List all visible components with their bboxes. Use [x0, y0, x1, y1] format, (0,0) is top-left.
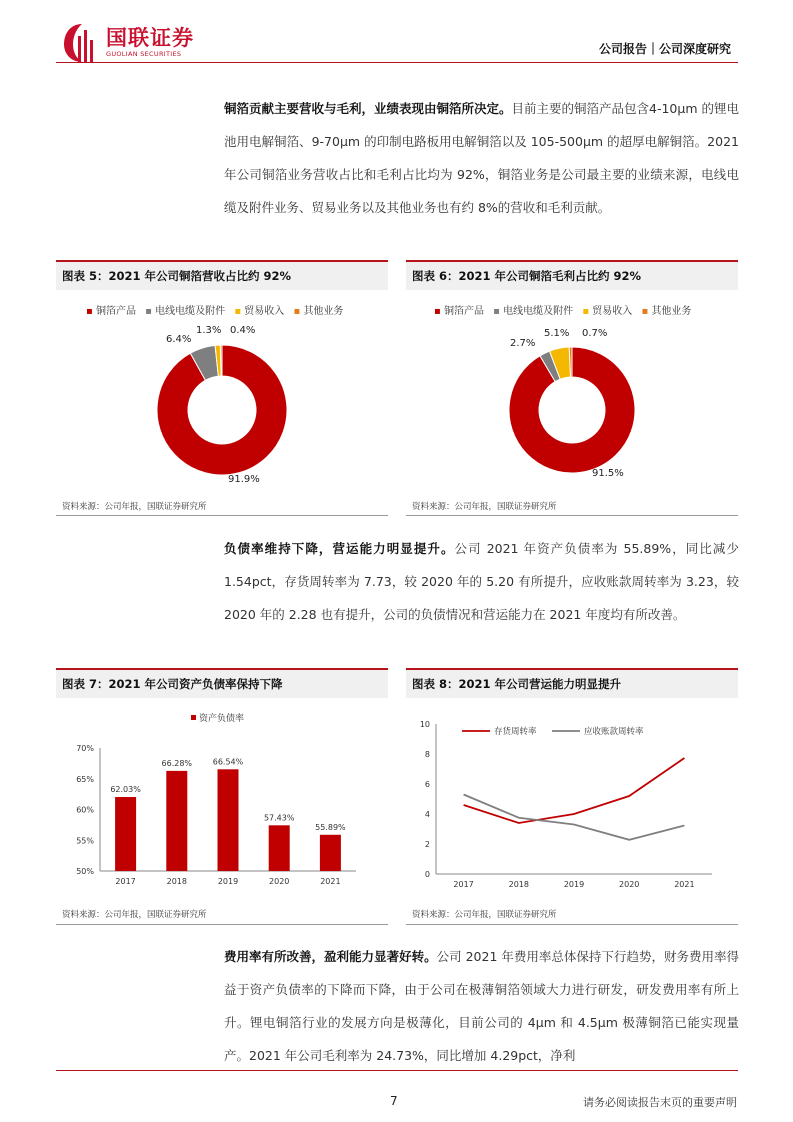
figure-8-bottom-rule	[406, 924, 738, 925]
figure-8-line-chart	[406, 700, 738, 900]
bar-value-label: 66.54%	[212, 757, 244, 767]
legend-item: 铜箔产品	[443, 306, 484, 317]
legend-item: 贸易收入	[244, 306, 285, 317]
y-tick-label: 65%	[76, 774, 94, 784]
figure-5-title: 图表 5：2021 年公司铜箔营收占比约 92%	[56, 260, 388, 290]
bar	[269, 825, 290, 871]
bar-value-label: 57.43%	[263, 813, 295, 823]
bar	[115, 797, 136, 871]
company-logo	[62, 22, 212, 66]
figure-5-bottom-rule	[56, 515, 388, 516]
figure-7-chart	[56, 700, 388, 900]
x-tick-label: 2021	[674, 880, 695, 889]
data-label: 0.4%	[230, 325, 256, 336]
bar	[218, 769, 239, 871]
legend-swatch	[191, 715, 196, 720]
logo-mark-icon	[62, 22, 102, 64]
legend-item: 铜箔产品	[95, 306, 136, 317]
paragraph-body: 公司 2021 年资产负债率为 55.89%，同比减少 1.54pct，存货周转率为 7.73，较 2020 年的 5.20 有所提升，应收账款周转率为 3.23，较 2020 年的 2.28 也有提升，公司的负债情况和营运能力在 2021 年度均有所改善。	[224, 541, 739, 622]
figure-6-legend: ▪ 铜箔产品 ▪ 电线电缆及附件 ▪ 贸易收入 ▪ 其他业务	[434, 306, 692, 317]
figure-6-bottom-rule	[406, 515, 738, 516]
bar-value-label: 62.03%	[110, 785, 141, 795]
paragraph-copper-foil	[224, 92, 739, 224]
figure-5-source: 资料来源：公司年报，国联证券研究所	[62, 502, 207, 512]
x-tick-label: 2019	[563, 880, 585, 889]
figure-5-chart	[56, 292, 388, 492]
legend-label: 资产负债率	[199, 714, 245, 724]
bar	[166, 771, 187, 871]
legend-item: 贸易收入	[592, 306, 633, 317]
paragraph-expense-ratio	[224, 940, 739, 1072]
data-label-main: 91.9%	[228, 474, 260, 485]
data-label: 5.1%	[544, 328, 570, 339]
data-label: 6.4%	[166, 334, 192, 345]
figure-6-source: 资料来源：公司年报，国联证券研究所	[412, 502, 557, 512]
x-tick-label: 2019	[217, 877, 239, 886]
figure-6-title: 图表 6：2021 年公司铜箔毛利占比约 92%	[406, 260, 738, 290]
bar	[320, 835, 341, 871]
report-type: 公司报告｜公司深度研究	[598, 42, 731, 56]
y-tick-label: 0	[424, 870, 430, 879]
paragraph-body: 目前主要的铜箔产品包含4-10μm 的锂电池用电解铜箔、9-70μm 的印制电路板用电解铜箔以及 105-500μm 的超厚电解铜箔。2021 年公司铜箔业务营收占比和毛利占比均为 92%，铜箔业务是公司最主要的业绩来源，电线电缆及附件业务、贸易业务以及其他业务也有约 8%的营收和毛利贡献。	[224, 101, 739, 215]
y-tick-label: 55%	[76, 836, 94, 846]
bar-value-label: 66.28%	[161, 758, 193, 768]
y-tick-label: 70%	[76, 744, 94, 753]
figure-8-chart	[406, 700, 738, 900]
figure-5-donut	[56, 292, 388, 492]
logo-text-cn: 国联证券	[106, 26, 194, 50]
figure-7-source: 资料来源：公司年报，国联证券研究所	[62, 910, 207, 920]
data-label: 2.7%	[510, 338, 536, 349]
legend-item: 电线电缆及附件	[155, 306, 226, 317]
x-tick-label: 2017	[115, 877, 136, 886]
page-number: 7	[390, 1094, 398, 1108]
y-tick-label: 6	[424, 780, 430, 789]
data-label: 0.7%	[582, 328, 608, 339]
footer-divider	[56, 1070, 738, 1071]
figure-6-chart	[406, 292, 738, 492]
y-tick-label: 2	[424, 840, 430, 849]
figure-7-bottom-rule	[56, 924, 388, 925]
pie-slice	[220, 345, 222, 376]
legend-label: 应收账款周转率	[584, 727, 644, 737]
bar-value-label: 55.89%	[315, 822, 346, 832]
y-tick-label: 4	[424, 810, 430, 819]
y-tick-label: 50%	[76, 867, 94, 876]
x-tick-label: 2017	[453, 880, 474, 889]
paragraph-body: 公司 2021 年费用率总体保持下行趋势，财务费用率得益于资产负债率的下降而下降，由于公司在极薄铜箔领域大力进行研发，研发费用率有所上升。锂电铜箔行业的发展方向是极薄化，目前公司的 4μm 和 4.5μm 极薄铜箔已能实现量产。2021 年公司毛利率为 24.73%，同比增加 4.29pct，净利	[224, 949, 739, 1063]
y-tick-label: 8	[424, 750, 430, 759]
header-divider	[56, 62, 738, 63]
legend-label: 存货周转率	[494, 727, 537, 737]
legend-item: 其他业务	[303, 306, 344, 317]
x-tick-label: 2021	[320, 877, 341, 886]
logo-text-en: GUOLIAN SECURITIES	[106, 50, 182, 58]
figure-6-donut	[406, 292, 738, 492]
figure-7-title: 图表 7：2021 年公司资产负债率保持下降	[56, 668, 388, 698]
x-tick-label: 2020	[619, 880, 640, 889]
x-tick-label: 2020	[269, 877, 290, 886]
x-tick-label: 2018	[166, 877, 187, 886]
legend-item: 其他业务	[651, 306, 692, 317]
figure-7-bar-chart	[56, 700, 388, 900]
data-label-main: 91.5%	[592, 468, 624, 479]
legend-item: 电线电缆及附件	[503, 306, 574, 317]
paragraph-lead: 铜箔贡献主要营收与毛利，业绩表现由铜箔所决定。	[224, 101, 512, 116]
paragraph-lead: 费用率有所改善，盈利能力显著好转。	[224, 949, 437, 964]
x-tick-label: 2018	[508, 880, 529, 889]
paragraph-lead: 负债率维持下降，营运能力明显提升。	[224, 541, 455, 556]
paragraph-debt-ratio	[224, 532, 739, 631]
y-tick-label: 10	[419, 720, 430, 729]
data-label: 1.3%	[196, 325, 222, 336]
figure-8-source: 资料来源：公司年报，国联证券研究所	[412, 910, 557, 920]
series-line	[464, 758, 685, 823]
y-tick-label: 60%	[76, 805, 94, 815]
figure-5-legend: ▪ 铜箔产品 ▪ 电线电缆及附件 ▪ 贸易收入 ▪ 其他业务	[86, 306, 344, 317]
figure-8-title: 图表 8：2021 年公司营运能力明显提升	[406, 668, 738, 698]
footer-disclaimer: 请务必阅读报告末页的重要声明	[583, 1096, 737, 1109]
series-line	[464, 795, 685, 840]
